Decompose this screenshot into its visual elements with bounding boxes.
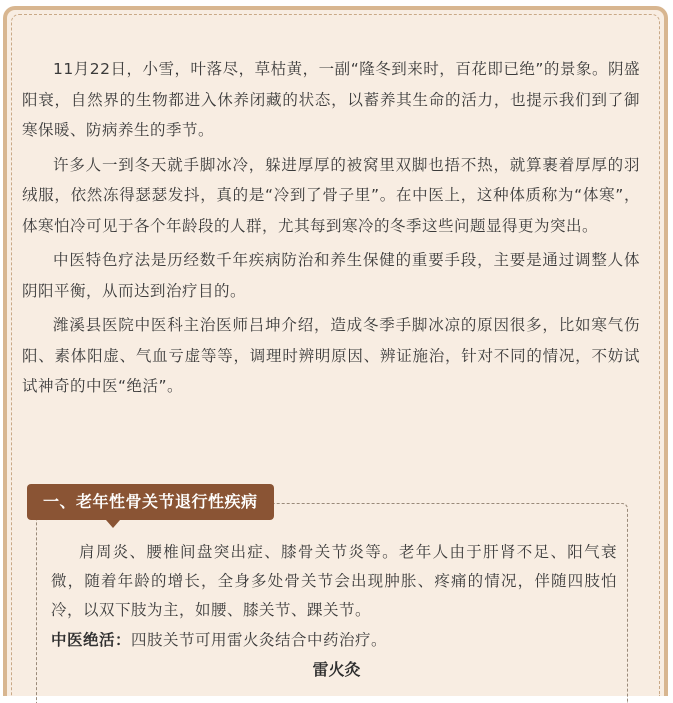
section-paragraph: 肩周炎、腰椎间盘突出症、膝骨关节炎等。老年人由于肝肾不足、阳气衰微，随着年龄的增长，全身多处骨关节会出现肿胀、疼痛的情况，伴随四肢怕冷，以双下肢为主，如腰、膝关节、踝关节。 bbox=[51, 543, 617, 619]
remedy-label: 中医绝活： bbox=[51, 631, 132, 649]
intro-paragraph-3: 中医特色疗法是历经数千年疾病防治和养生保健的重要手段，主要是通过调整人体阴阳平衡，从而达到治疗目的。 bbox=[22, 251, 640, 300]
section-body bbox=[51, 538, 617, 625]
intro-paragraph-2: 许多人一到冬天就手脚冰冷，躲进厚厚的被窝里双脚也捂不热，就算裹着厚厚的羽绒服，依然冻得瑟瑟发抖，真的是“冷到了骨子里”。在中医上，这种体质称为“体寒”，体寒怕冷可见于各个年龄段的人群，尤其每到寒冷的冬季这些问题显得更为突出。 bbox=[22, 155, 640, 235]
subheading-leihuojiu: 雷火灸 bbox=[312, 660, 361, 679]
section-title: 一、老年性骨关节退行性疾病 bbox=[27, 484, 274, 520]
intro-section bbox=[22, 54, 640, 406]
section-title-pointer bbox=[106, 520, 120, 528]
intro-paragraph-1: 11月22日，小雪，叶落尽，草枯黄，一副“隆冬到来时，百花即已绝”的景象。阴盛阳衰，自然界的生物都进入休养闭藏的状态，以蓄养其生命的活力，也提示我们到了御寒保暖、防病养生的季节。 bbox=[22, 60, 640, 139]
intro-paragraph-4: 潍溪县医院中医科主治医师吕坤介绍，造成冬季手脚冰凉的原因很多，比如寒气伤阳、素体阳虚、气血亏虚等等，调理时辨明原因、辨证施治，针对不同的情况，不妨试试神奇的中医“绝活”。 bbox=[22, 316, 640, 395]
remedy-text: 四肢关节可用雷火灸结合中药治疗。 bbox=[131, 631, 388, 649]
remedy-line bbox=[51, 626, 617, 655]
